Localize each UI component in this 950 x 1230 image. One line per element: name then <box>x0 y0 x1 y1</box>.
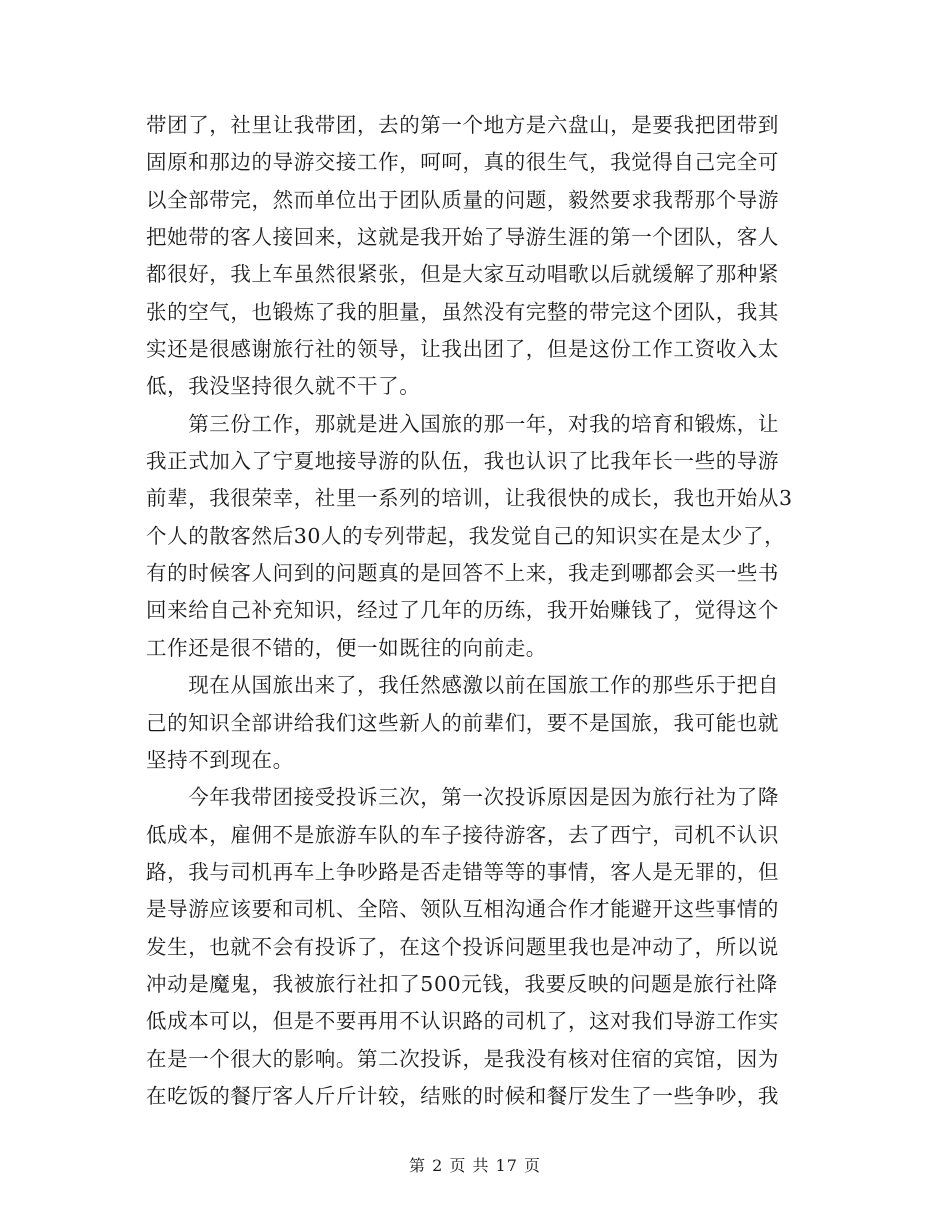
text-line: 今年我带团接受投诉三次，第一次投诉原因是因为旅行社为了降 <box>146 785 779 810</box>
text-line: 固原和那边的导游交接工作，呵呵，真的很生气，我觉得自己完全可 <box>146 150 779 175</box>
text-line: 带团了，社里让我带团，去的第一个地方是六盘山，是要我把团带到 <box>146 113 779 137</box>
page-footer <box>0 1156 950 1176</box>
text-line: 个人的散客然后30人的专列带起，我发觉自己的知识实在是太少了， <box>146 523 786 548</box>
text-line: 发生，也就不会有投诉了，在这个投诉问题里我也是冲动了，所以说 <box>146 934 779 959</box>
text-line: 有的时候客人问到的问题真的是回答不上来，我走到哪都会买一些书 <box>146 561 779 586</box>
text-line: 把她带的客人接回来，这就是我开始了导游生涯的第一个团队，客人 <box>146 225 779 250</box>
text-line: 冲动是魔鬼，我被旅行社扣了500元钱，我要反映的问题是旅行社降 <box>146 971 778 996</box>
text-line: 路，我与司机再车上争吵路是否走错等等的事情，客人是无罪的，但 <box>146 859 779 884</box>
text-line: 现在从国旅出来了，我任然感激以前在国旅工作的那些乐于把自 <box>146 673 779 698</box>
text-line: 以全部带完，然而单位出于团队质量的问题，毅然要求我帮那个导游 <box>146 187 779 212</box>
text-line: 在是一个很大的影响。第二次投诉，是我没有核对住宿的宾馆，因为 <box>146 1046 779 1071</box>
text-line: 是导游应该要和司机、全陪、领队互相沟通合作才能避开这些事情的 <box>146 897 779 922</box>
body-text <box>146 107 806 1115</box>
text-line: 我正式加入了宁夏地接导游的队伍，我也认识了比我年长一些的导游 <box>146 449 779 474</box>
text-line: 在吃饭的餐厅客人斤斤计较，结账的时候和餐厅发生了一些争吵，我 <box>146 1083 779 1108</box>
text-line: 低成本可以，但是不要再用不认识路的司机了，这对我们导游工作实 <box>146 1009 779 1034</box>
text-line: 都很好，我上车虽然很紧张，但是大家互动唱歌以后就缓解了那种紧 <box>146 262 779 287</box>
text-line: 张的空气，也锻炼了我的胆量，虽然没有完整的带完这个团队，我其 <box>146 299 779 324</box>
text-line: 低，我没坚持很久就不干了。 <box>146 374 421 399</box>
text-line: 己的知识全部讲给我们这些新人的前辈们，要不是国旅，我可能也就 <box>146 710 779 735</box>
text-line: 第三份工作，那就是进入国旅的那一年，对我的培育和锻炼，让 <box>146 411 779 436</box>
text-line: 低成本，雇佣不是旅游车队的车子接待游客，去了西宁，司机不认识 <box>146 822 779 847</box>
text-line: 工作还是很不错的，便一如既往的向前走。 <box>146 635 547 660</box>
text-line: 坚持不到现在。 <box>146 747 294 772</box>
page-number: 第 2 页 共 17 页 <box>409 1156 541 1175</box>
text-line: 前辈，我很荣幸，社里一系列的培训，让我很快的成长，我也开始从3 <box>146 486 793 511</box>
text-line: 回来给自己补充知识，经过了几年的历练，我开始赚钱了，觉得这个 <box>146 598 779 623</box>
text-line: 实还是很感谢旅行社的领导，让我出团了，但是这份工作工资收入太 <box>146 337 779 362</box>
